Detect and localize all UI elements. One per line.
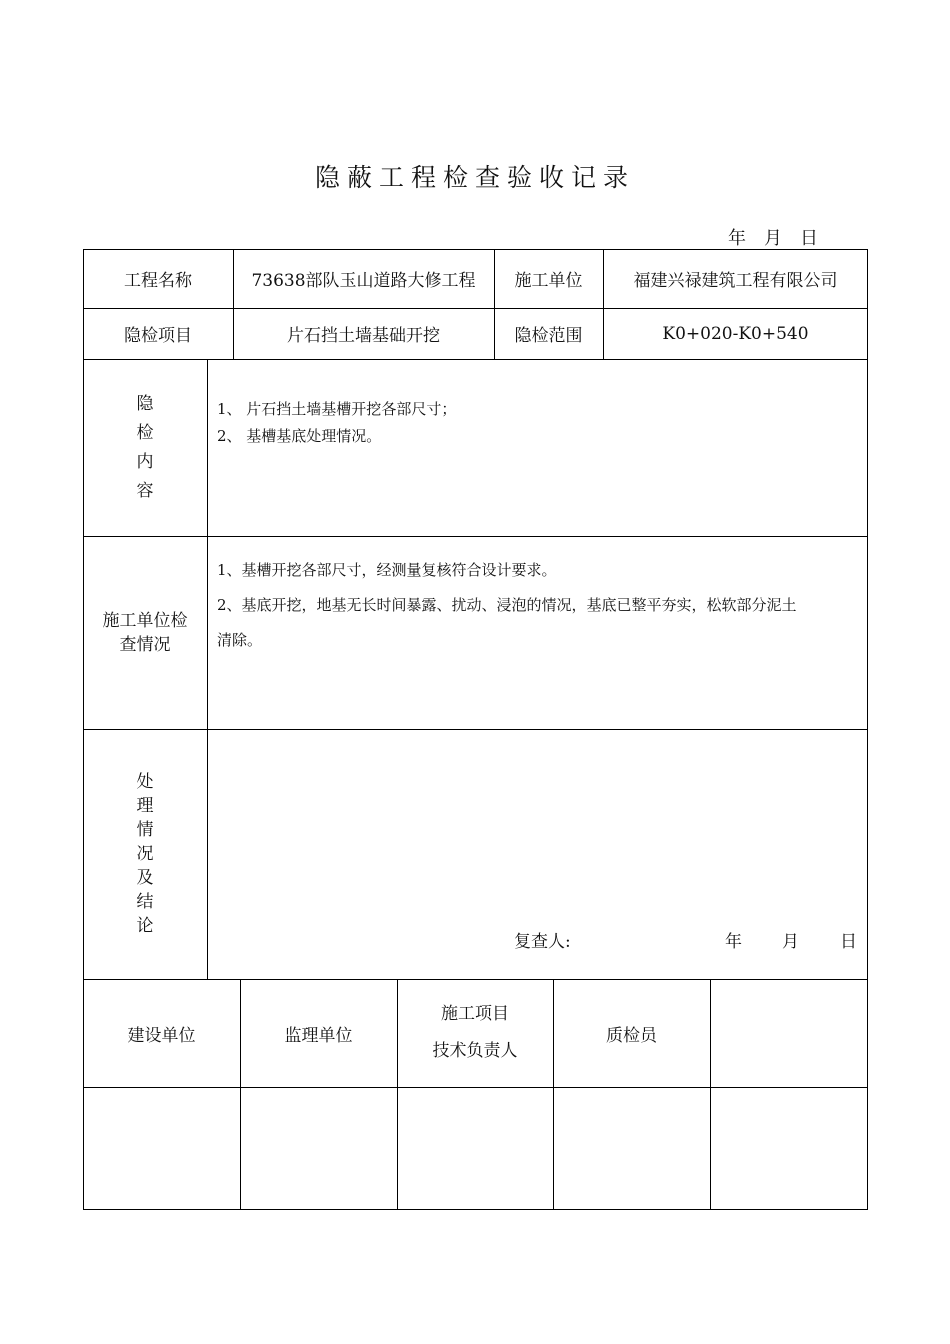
label-line: 查情况 (119, 634, 171, 655)
inspection-range-value: K0+020-K0+540 (662, 323, 809, 344)
label-char: 检 (136, 422, 154, 443)
label-char: 容 (136, 480, 154, 501)
label-char: 内 (136, 451, 154, 472)
contractor-value: 福建兴禄建筑工程有限公司 (633, 271, 838, 291)
owner-signature-cell[interactable] (83, 1087, 240, 1210)
check-line: 清除。 (217, 631, 263, 649)
content-line: 2、 基槽基底处理情况。 (217, 427, 382, 445)
supervision-signature-cell[interactable] (240, 1087, 397, 1210)
inspection-range-label: 隐检范围 (514, 326, 583, 346)
conclusion-label (83, 729, 207, 979)
document-title: 隐蔽工程检查验收记录 (314, 163, 635, 192)
reviewer-label: 复查人: (514, 932, 571, 952)
contractor-check-text (217, 553, 862, 658)
contractor-check-label (83, 536, 207, 729)
supervision-unit-label: 监理单位 (284, 1025, 353, 1046)
review-month: 月 (782, 932, 799, 952)
review-year: 年 (725, 932, 742, 952)
label-char: 情 (136, 820, 154, 840)
project-name-value: 73638部队玉山道路大修工程 (251, 271, 476, 291)
label-char: 论 (136, 916, 154, 936)
check-line: 2、基底开挖，地基无长时间暴露、扰动、浸泡的情况，基底已整平夯实，松软部分泥土 (217, 596, 797, 614)
inspection-item-value: 片石挡土墙基础开挖 (287, 326, 440, 346)
technical-lead-signature-cell[interactable] (397, 1087, 553, 1210)
label-line: 技术负责人 (432, 1041, 518, 1061)
col-divider (207, 359, 208, 979)
blank-header-cell (710, 979, 868, 1087)
label-line: 施工单位检 (102, 610, 188, 631)
technical-lead-label (397, 979, 553, 1087)
label-char: 及 (136, 868, 154, 888)
inspection-content-label (83, 359, 207, 536)
label-char: 隐 (136, 393, 154, 414)
label-char: 结 (136, 892, 154, 912)
label-char: 况 (136, 844, 154, 864)
label-line: 施工项目 (441, 1004, 509, 1024)
inspection-item-label: 隐检项目 (124, 326, 192, 346)
owner-unit-label: 建设单位 (127, 1025, 196, 1046)
extra-signature-cell[interactable] (710, 1087, 868, 1210)
check-line: 1、基槽开挖各部尺寸，经测量复核符合设计要求。 (217, 561, 557, 579)
contractor-label: 施工单位 (514, 271, 583, 291)
review-day: 日 (840, 932, 857, 952)
header-date: 年 月 日 (728, 228, 818, 249)
project-name-label: 工程名称 (124, 271, 192, 291)
quality-inspector-signature-cell[interactable] (553, 1087, 710, 1210)
label-char: 理 (136, 796, 154, 816)
inspection-content-text (217, 396, 456, 450)
quality-inspector-label: 质检员 (606, 1025, 657, 1046)
content-line: 1、 片石挡土墙基槽开挖各部尺寸； (217, 400, 457, 418)
label-char: 处 (136, 772, 154, 792)
